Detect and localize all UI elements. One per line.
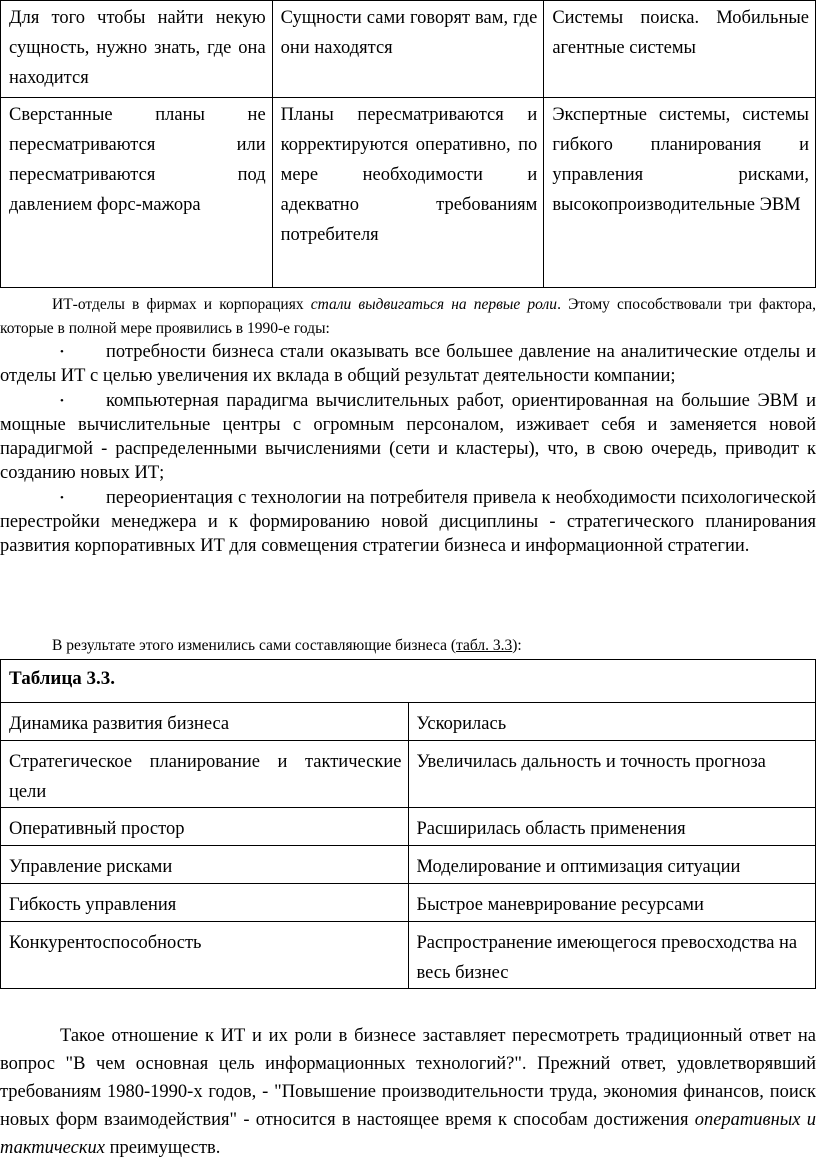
table-cell: Расширилась область применения xyxy=(408,808,816,846)
intro-text: ИТ-отделы в фирмах и корпорациях xyxy=(52,296,311,313)
table-row xyxy=(1,846,816,884)
comparison-table xyxy=(0,0,816,288)
table-cell: Гибкость управления xyxy=(1,884,409,922)
table-row xyxy=(1,703,816,741)
table-cell: Динамика развития бизнеса xyxy=(1,703,409,741)
table-cell: Ускорилась xyxy=(408,703,816,741)
table-caption: Таблица 3.3. xyxy=(1,660,816,703)
table-cell: Сущности сами говорят вам, где они находятся xyxy=(272,1,544,98)
bullet-icon: • xyxy=(60,492,64,504)
table-row xyxy=(1,98,816,288)
conclusion-text: Такое отношение к ИТ и их роли в бизнесе заставляет пересмотреть традиционный ответ на вопрос "В чем основная цель информационных технологий?". Прежний ответ, удовлетворявший требованиям 1980-1990-х годов, - "Повышение производительности труда, экономия финансов, поиск новых форм взаимодействия" - относится в настоящее время к способам достижения xyxy=(0,1026,816,1130)
table-row xyxy=(1,922,816,989)
table-cell: Моделирование и оптимизация ситуации xyxy=(408,846,816,884)
intro-emphasis: стали выдвигаться на первые роли xyxy=(310,296,558,313)
table-row xyxy=(1,1,816,98)
table-cell: Быстрое маневрирование ресурсами xyxy=(408,884,816,922)
list-item xyxy=(0,486,816,558)
conclusion-text-end: преимуществ. xyxy=(104,1138,221,1158)
table-cell: Для того чтобы найти некую сущность, нужно знать, где она находится xyxy=(1,1,273,98)
table-reference-link[interactable]: табл. 3.3 xyxy=(456,637,513,654)
table-cell: Планы пересматриваются и корректируются оперативно, по мере необходимости и адекватно требованиям потребителя xyxy=(272,98,544,288)
result-text-end: ): xyxy=(512,637,522,654)
table-row xyxy=(1,808,816,846)
result-paragraph xyxy=(52,634,816,658)
intro-paragraph xyxy=(0,293,816,341)
table-cell: Экспертные системы, системы гибкого планирования и управления рисками, высокопроизводительные ЭВМ xyxy=(544,98,816,288)
table-cell: Распространение имеющегося превосходства на весь бизнес xyxy=(408,922,816,989)
table-caption-row xyxy=(1,660,816,703)
conclusion-paragraph xyxy=(0,1022,816,1162)
conclusion-emphasis: оперативных и тактических xyxy=(0,1110,816,1158)
list-item-text: потребности бизнеса стали оказывать все большее давление на аналитические отделы и отделы ИТ с целью увеличения их вклада в общий результат деятельности компании; xyxy=(0,342,816,386)
list-item xyxy=(0,340,816,388)
table-cell: Оперативный простор xyxy=(1,808,409,846)
intro-text-end: . Этому способствовали три фактора, которые в полной мере проявились в 1990-е годы: xyxy=(0,296,816,337)
table-cell: Сверстанные планы не пересматриваются или пересматриваются под давлением форс-мажора xyxy=(1,98,273,288)
table-cell: Стратегическое планирование и тактические цели xyxy=(1,741,409,808)
bullet-icon: • xyxy=(60,346,64,358)
table-row xyxy=(1,884,816,922)
list-item-text: компьютерная парадигма вычислительных работ, ориентированная на большие ЭВМ и мощные вычислительные центры с огромным персоналом, изживает себя и заменяется новой парадигмой - распределенными вычислениями (сети и кластеры), что, в свою очередь, приводит к созданию новых ИТ; xyxy=(0,391,816,483)
business-components-table xyxy=(0,659,816,989)
factors-list xyxy=(0,340,816,559)
result-text: В результате этого изменились сами составляющие бизнеса ( xyxy=(52,637,457,654)
bullet-icon: • xyxy=(60,395,64,407)
list-item-text: переориентация с технологии на потребителя привела к необходимости психологической перестройки менеджера и к формированию новой дисциплины - стратегического планирования развития корпоративных ИТ для совмещения стратегии бизнеса и информационной стратегии. xyxy=(0,488,816,556)
table-cell: Конкурентоспособность xyxy=(1,922,409,989)
table-cell: Увеличилась дальность и точность прогноза xyxy=(408,741,816,808)
table-cell: Управление рисками xyxy=(1,846,409,884)
list-item xyxy=(0,389,816,485)
table-row xyxy=(1,741,816,808)
table-cell: Системы поиска. Мобильные агентные системы xyxy=(544,1,816,98)
